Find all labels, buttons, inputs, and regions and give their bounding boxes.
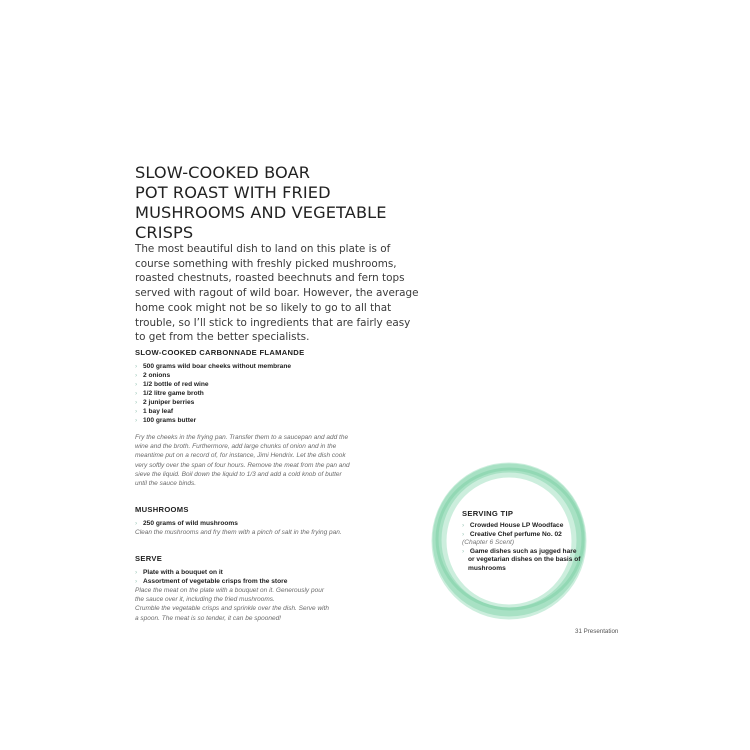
ingredient-item: › 1/2 bottle of red wine bbox=[135, 380, 291, 389]
intro-paragraph bbox=[135, 242, 419, 345]
intro-line: The most beautiful dish to land on this plate is of bbox=[135, 243, 391, 255]
serving-tip-item bbox=[462, 531, 582, 548]
method-line: sieve the liquid. Boil down the liquid to 1/3 and add a cold knob of butter bbox=[135, 470, 342, 478]
serve-heading: SERVE bbox=[135, 554, 163, 563]
method-line: Clean the mushrooms and fry them with a pinch of salt in the frying pan. bbox=[135, 529, 342, 536]
serving-tip-heading: SERVING TIP bbox=[462, 509, 514, 518]
recipe-title bbox=[135, 163, 395, 243]
serving-tip-item bbox=[462, 522, 582, 531]
ingredient-item: › 100 grams butter bbox=[135, 416, 291, 425]
serve-method bbox=[135, 586, 329, 623]
serving-tip-text: Game dishes such as jugged hare or vegetarian dishes on the basis of mushrooms bbox=[468, 547, 581, 572]
mushrooms-heading: MUSHROOMS bbox=[135, 505, 189, 514]
method-line: wine and the broth. Furthermore, add large chunks of onion and in the bbox=[135, 443, 337, 451]
ingredient-item: › 500 grams wild boar cheeks without membrane bbox=[135, 362, 291, 371]
serving-tip-text: Crowded House LP Woodface bbox=[469, 522, 564, 529]
method-line: very softly over the span of four hours. Remove the meat from the pan and bbox=[135, 461, 350, 469]
serving-tip bbox=[462, 509, 582, 574]
title-line: SLOW-COOKED BOAR bbox=[135, 163, 311, 182]
method-line: the sauce over it, including the fried mushrooms. bbox=[135, 596, 275, 604]
ingredient-item: › 250 grams of wild mushrooms bbox=[135, 519, 238, 528]
serving-tip-note: (Chapter 6 Scent) bbox=[462, 539, 515, 547]
ingredient-item: › Plate with a bouquet on it bbox=[135, 568, 287, 577]
intro-line: served with ragout of wild boar. However, the average bbox=[135, 287, 419, 300]
intro-line: trouble, so I’ll stick to ingredients that are fairly easy bbox=[135, 316, 411, 329]
mushrooms-ingredient-list bbox=[135, 519, 238, 528]
carbonnade-method bbox=[135, 433, 350, 488]
method-line: Crumble the vegetable crisps and sprinkle over the dish. Serve with bbox=[135, 605, 330, 613]
method-line: meantime put on a record of, for instance, Jimi Hendrix. Let the dish cook bbox=[135, 452, 346, 460]
intro-line: to get from the better specialists. bbox=[135, 331, 310, 344]
mushrooms-method bbox=[135, 528, 342, 537]
title-line: POT ROAST WITH FRIED bbox=[135, 183, 331, 202]
ingredient-item: › 2 juniper berries bbox=[135, 398, 291, 407]
ingredient-item: › 1/2 litre game broth bbox=[135, 389, 291, 398]
serving-tip-list bbox=[462, 522, 582, 574]
carbonnade-heading: SLOW-COOKED CARBONNADE FLAMANDE bbox=[135, 348, 305, 357]
serving-tip-item bbox=[462, 548, 582, 574]
method-line: until the sauce binds. bbox=[135, 480, 197, 488]
ingredient-item: › 2 onions bbox=[135, 371, 291, 380]
serving-tip-text: Creative Chef perfume No. 02 bbox=[469, 530, 562, 538]
method-line: Fry the cheeks in the frying pan. Transfer them to a saucepan and add the bbox=[135, 434, 349, 441]
method-line: a spoon. The meat is so tender, it can be spooned! bbox=[135, 614, 281, 622]
title-line: MUSHROOMS AND VEGETABLE bbox=[135, 203, 387, 222]
ingredient-item: › Assortment of vegetable crisps from the store bbox=[135, 577, 287, 586]
carbonnade-ingredient-list bbox=[135, 362, 291, 425]
ingredient-item: › 1 bay leaf bbox=[135, 407, 291, 416]
intro-line: course something with freshly picked mushrooms, bbox=[135, 257, 397, 270]
method-line: Place the meat on the plate with a bouquet on it. Generously pour bbox=[135, 587, 324, 594]
title-line: CRISPS bbox=[135, 223, 194, 242]
page-footer: 31 Presentation bbox=[575, 628, 619, 635]
intro-line: home cook might not be so likely to go to all that bbox=[135, 301, 392, 314]
intro-line: roasted chestnuts, roasted beechnuts and fern tops bbox=[135, 272, 405, 285]
serve-ingredient-list bbox=[135, 568, 287, 586]
